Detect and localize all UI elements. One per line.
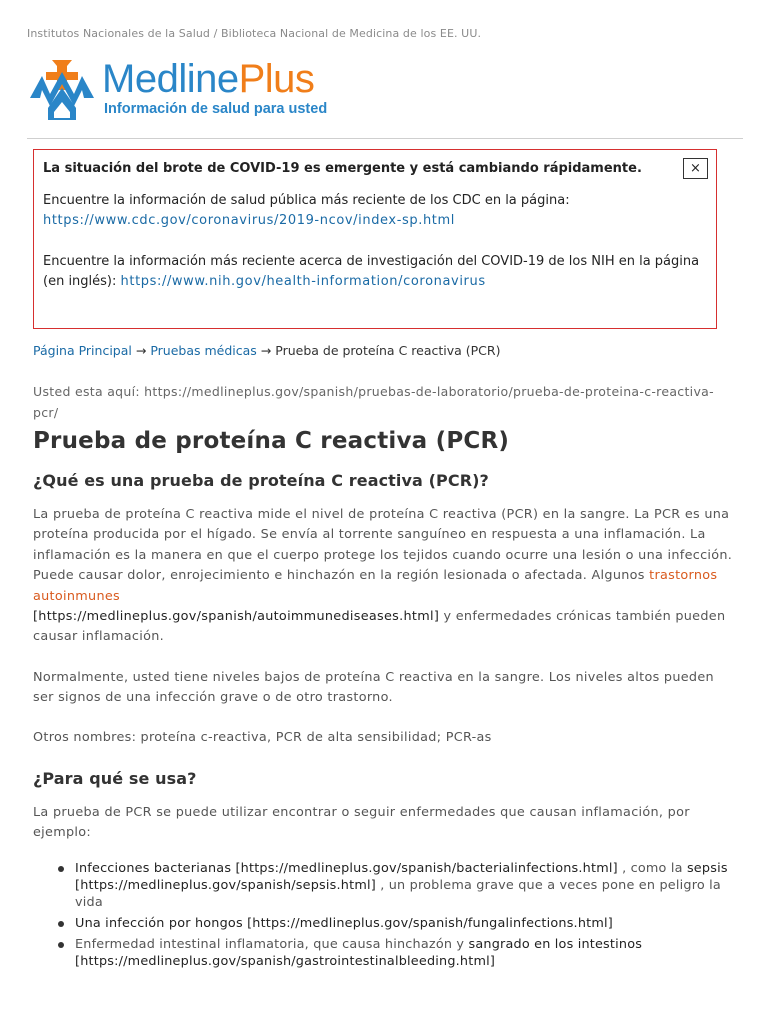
- header-divider: [27, 138, 743, 139]
- paragraph-other-names: Otros nombres: proteína c-reactiva, PCR de alta sensibilidad; PCR-as: [33, 730, 492, 745]
- definition-tail: y enfermedades crónicas también pueden causar inflamación.: [33, 609, 726, 645]
- list-item-text: , un problema grave que a veces pone en peligro la vida: [75, 878, 721, 910]
- gi-bleeding-link[interactable]: sangrado en los intestinos [https://medlineplus.gov/spanish/gastrointestinalbleeding.html]: [75, 937, 643, 969]
- bacterial-infections-link[interactable]: Infecciones bacterianas [https://medlineplus.gov/spanish/bacterialinfections.html]: [75, 861, 618, 876]
- definition-text: La prueba de proteína C reactiva mide el nivel de proteína C reactiva (PCR) en la sangre. La PCR es una proteína producida por el hígado. Se envía al torrente sanguíneo en respuesta a una inflamación. La inflamación es la manera en que el cuerpo protege los tejidos cuando ocurre una lesión o una infección. Puede causar dolor, enrojecimiento e hinchazón en la región lesionada o afectada. Algunos: [33, 507, 733, 584]
- breadcrumb: [33, 343, 500, 358]
- logo-name-medline: Medline: [102, 57, 239, 101]
- location-text: Usted esta aquí: https://medlineplus.gov/spanish/pruebas-de-laboratorio/prueba-de-proteina-c-reactiva-pcr/: [33, 384, 714, 420]
- paragraph-definition: [33, 505, 733, 648]
- alert-nih-text: Encuentre la información más reciente acerca de investigación del COVID-19 de los NIH en la página (en inglés):: [43, 253, 700, 289]
- breadcrumb-home-link[interactable]: Página Principal: [33, 343, 132, 358]
- fungal-infections-link[interactable]: Una infección por hongos [https://medlineplus.gov/spanish/fungalinfections.html]: [75, 916, 613, 931]
- alert-nih-paragraph: [43, 252, 707, 293]
- list-item: [56, 936, 736, 970]
- logo-wordmark: [102, 58, 327, 100]
- sepsis-link[interactable]: sepsis [https://medlineplus.gov/spanish/sepsis.html]: [75, 861, 728, 893]
- section-heading-what: ¿Qué es una prueba de proteína C reactiva (PCR)?: [33, 471, 489, 490]
- autoimmune-link[interactable]: trastornos autoinmunes: [33, 568, 718, 604]
- breadcrumb-current: Prueba de proteína C reactiva (PCR): [275, 343, 501, 358]
- list-item-text: Enfermedad intestinal inflamatoria, que causa hinchazón y: [75, 937, 469, 952]
- close-alert-button[interactable]: ×: [683, 158, 708, 179]
- list-item: [56, 915, 736, 932]
- logo-tagline: Información de salud para usted: [104, 101, 328, 117]
- alert-cdc-paragraph: [43, 191, 707, 232]
- section-heading-uses: ¿Para qué se usa?: [33, 769, 197, 788]
- breadcrumb-arrow: →: [135, 343, 147, 358]
- cdc-link[interactable]: https://www.cdc.gov/coronavirus/2019-ncov/index-sp.html: [43, 213, 455, 228]
- institution-banner[interactable]: Institutos Nacionales de la Salud / Biblioteca Nacional de Medicina de los EE. UU.: [27, 27, 482, 40]
- page-title: Prueba de proteína C reactiva (PCR): [33, 428, 510, 454]
- breadcrumb-arrow: →: [260, 343, 272, 358]
- logo-name-plus: Plus: [238, 57, 315, 101]
- breadcrumb-section-link[interactable]: Pruebas médicas: [150, 343, 257, 358]
- list-item: [56, 860, 736, 911]
- covid-alert: [33, 149, 717, 329]
- medlineplus-emblem-icon: [28, 58, 96, 124]
- medlineplus-logo[interactable]: [28, 58, 327, 124]
- alert-title: La situación del brote de COVID-19 es emergente y está cambiando rápidamente.: [43, 161, 642, 176]
- list-item-text: , como la: [617, 861, 687, 876]
- alert-cdc-text: Encuentre la información de salud pública más reciente de los CDC en la página:: [43, 192, 570, 208]
- uses-list: [56, 860, 736, 974]
- nih-link[interactable]: https://www.nih.gov/health-information/coronavirus: [120, 274, 486, 289]
- autoimmune-ref-link[interactable]: [https://medlineplus.gov/spanish/autoimmunediseases.html]: [33, 609, 440, 625]
- paragraph-uses-intro: La prueba de PCR se puede utilizar encontrar o seguir enfermedades que causan inflamación, por ejemplo:: [33, 805, 690, 841]
- paragraph-levels: Normalmente, usted tiene niveles bajos de proteína C reactiva en la sangre. Los niveles altos pueden ser signos de una infección grave o de otro trastorno.: [33, 670, 714, 706]
